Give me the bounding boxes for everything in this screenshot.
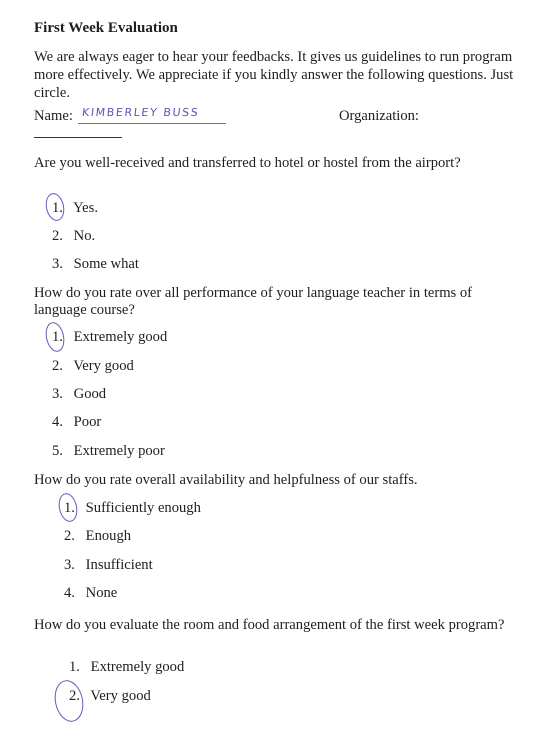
option-label: Extremely poor [73,443,165,459]
organization-blank-line [34,137,122,138]
option-label: Very good [73,358,134,374]
name-underline [78,123,226,124]
q2-option-2[interactable] [52,358,134,375]
option-label: Very good [90,688,151,704]
option-number: 2. [64,528,75,544]
form-title: First Week Evaluation [34,20,178,36]
option-label: Poor [73,414,102,430]
question-2: How do you rate over all performance of your language teacher in terms of language course? [34,285,473,318]
option-number: 4. [52,414,63,430]
q3-option-2[interactable] [64,528,131,545]
q1-answer-circle [43,191,66,222]
option-number: 4. [64,585,75,601]
option-label: None [85,585,118,601]
question-4: How do you evaluate the room and food arrangement of the first week program? [34,617,505,633]
organization-label: Organization: [339,108,419,124]
option-number: 3. [52,386,63,402]
option-label: Yes. [73,200,98,216]
option-label: Some what [73,256,139,272]
option-label: Extremely good [90,659,185,675]
q3-option-4[interactable] [64,585,117,602]
option-number: 1. [52,329,63,345]
option-number: 3. [52,256,63,272]
question-3: How do you rate overall availability and helpfulness of our staffs. [34,472,418,488]
option-number: 1. [52,200,63,216]
option-label: Good [73,386,107,402]
q3-answer-circle [56,491,80,523]
option-label: Sufficiently enough [85,500,201,516]
q4-answer-circle [51,678,87,725]
q2-option-1[interactable] [52,329,167,346]
q1-option-2[interactable] [52,228,95,245]
question-1: Are you well-received and transferred to hotel or hostel from the airport? [34,155,461,171]
option-number: 1. [64,500,75,516]
option-number: 1. [69,659,80,675]
option-label: Extremely good [73,329,168,345]
name-handwritten-value: KIMBERLEY BUSS [81,106,201,119]
option-number: 2. [52,228,63,244]
option-label: Enough [85,528,132,544]
q3-option-3[interactable] [64,557,153,574]
form-intro: We are always eager to hear your feedbacks. It gives us guidelines to run program more effectively. We appreciate if you kindly answer the following questions. Just circle. [34,49,514,101]
q3-option-1[interactable] [64,500,201,517]
q4-option-1[interactable] [69,659,184,676]
option-number: 2. [69,688,80,704]
name-label: Name: [34,108,73,124]
option-number: 3. [64,557,75,573]
option-label: Insufficient [85,557,153,573]
q2-option-4[interactable] [52,414,101,431]
q2-option-3[interactable] [52,386,106,403]
option-number: 5. [52,443,63,459]
option-number: 2. [52,358,63,374]
q1-option-3[interactable] [52,256,139,273]
q2-option-5[interactable] [52,443,165,460]
option-label: No. [73,228,96,244]
q2-answer-circle [43,320,67,353]
